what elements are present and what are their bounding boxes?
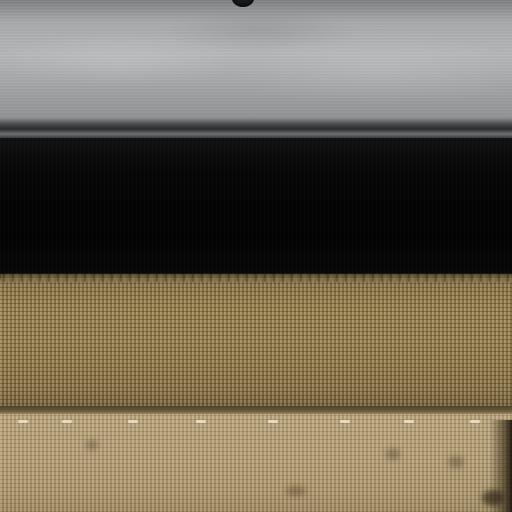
fabric-stain	[286, 486, 306, 496]
stitch	[268, 420, 278, 423]
mount-hole	[232, 0, 254, 7]
fabric-stain	[86, 440, 98, 450]
dark-gap	[0, 138, 512, 280]
metal-panel-edge	[0, 118, 512, 138]
burlap-fabric-upper	[0, 278, 512, 412]
stitch	[196, 420, 206, 423]
stitch	[340, 420, 350, 423]
fabric-stain	[386, 448, 400, 460]
fabric-stain	[448, 456, 464, 468]
stitch	[470, 420, 480, 423]
stitch	[62, 420, 72, 423]
stitch	[128, 420, 138, 423]
frayed-fabric-edge	[490, 420, 512, 512]
stitch	[404, 420, 414, 423]
stitch	[18, 420, 28, 423]
burlap-fabric-lower	[0, 414, 512, 512]
brushed-metal-panel	[0, 0, 512, 122]
